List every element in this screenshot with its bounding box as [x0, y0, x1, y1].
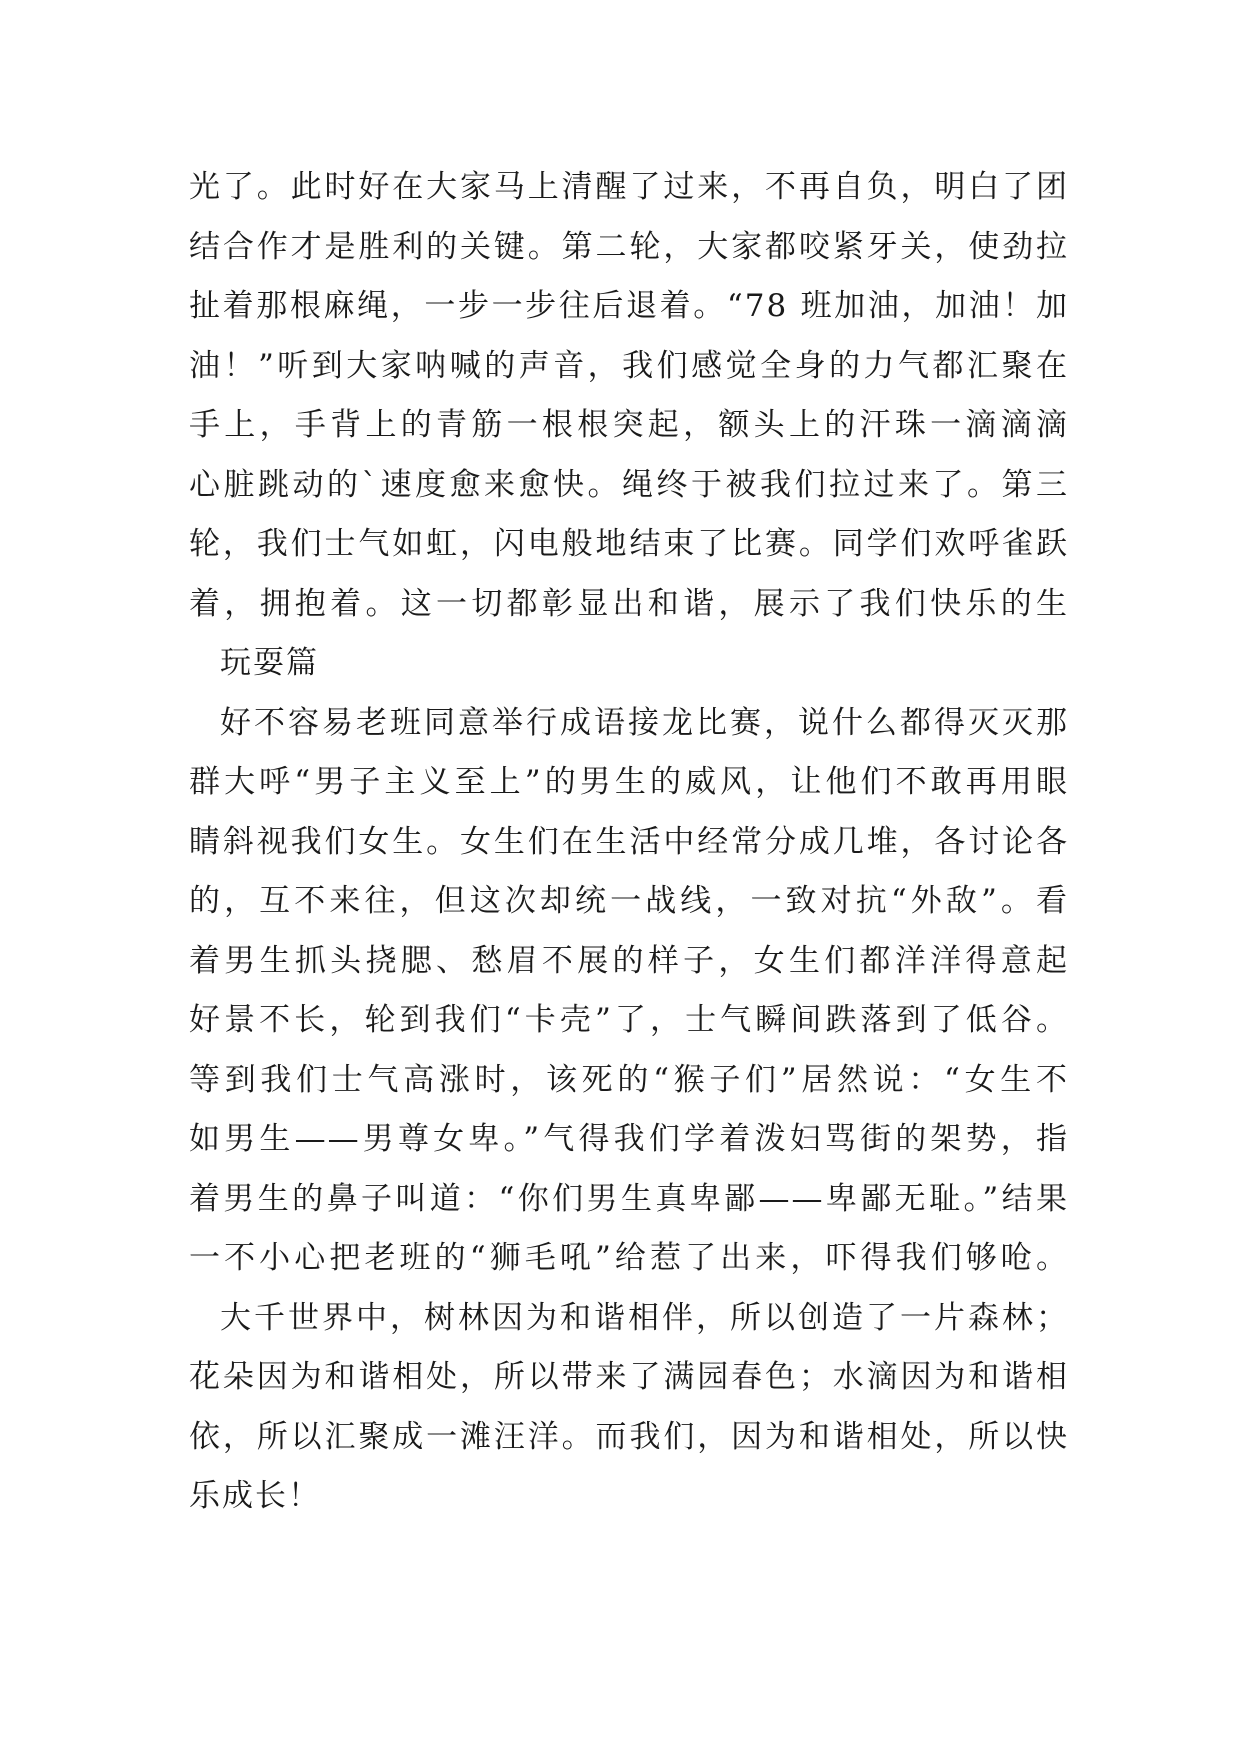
text-line: 光了。此时好在大家马上清醒了过来，不再自负，明白了团 — [189, 169, 1069, 205]
text-line: 心脏跳动的`速度愈来愈快。绳终于被我们拉过来了。第三 — [189, 466, 1069, 503]
text-line: 花朵因为和谐相处，所以带来了满园春色；水滴因为和谐相 — [189, 1359, 1069, 1395]
text-line: 着，拥抱着。这一切都彰显出和谐，展示了我们快乐的生 — [189, 585, 1069, 622]
text-line: 乐成长！ — [189, 1478, 321, 1514]
text-line: 睛斜视我们女生。女生们在生活中经常分成几堆，各讨论各 — [189, 823, 1069, 860]
text-line: 如男生——男尊女卑。”气得我们学着泼妇骂街的架势，指 — [189, 1121, 1069, 1157]
text-line: 结合作才是胜利的关键。第二轮，大家都咬紧牙关，使劲拉 — [189, 228, 1069, 265]
text-line: 着男生抓头挠腮、愁眉不展的样子，女生们都洋洋得意起 — [189, 942, 1069, 979]
text-line: 一不小心把老班的“狮毛吼”给惹了出来，吓得我们够呛。 — [189, 1240, 1069, 1276]
paragraph — [189, 158, 1069, 634]
text-line: 油！”听到大家呐喊的声音，我们感觉全身的力气都汇聚在 — [189, 347, 1069, 384]
paragraph — [189, 1289, 1069, 1527]
text-line: 扯着那根麻绳，一步一步往后退着。“78 班加油，加油！加 — [189, 288, 1069, 324]
text-line: 轮，我们士气如虹，闪电般地结束了比赛。同学们欢呼雀跃 — [189, 526, 1069, 562]
text-line: 的，互不来往，但这次却统一战线，一致对抗“外敌”。看 — [189, 883, 1069, 919]
text-line: 群大呼“男子主义至上”的男生的威风，让他们不敢再用眼 — [189, 764, 1069, 800]
text-line: 等到我们士气高涨时，该死的“猴子们”居然说：“女生不 — [189, 1061, 1069, 1098]
paragraph — [189, 694, 1069, 1289]
text-line: 好景不长，轮到我们“卡壳”了，士气瞬间跌落到了低谷。 — [189, 1002, 1069, 1038]
paragraph — [189, 634, 1069, 694]
text-line: 手上，手背上的青筋一根根突起，额头上的汗珠一滴滴滴 — [189, 407, 1069, 443]
text-line: 依，所以汇聚成一滩汪洋。而我们，因为和谐相处，所以快 — [189, 1418, 1069, 1455]
text-line: 大千世界中，树林因为和谐相伴，所以创造了一片森林； — [220, 1299, 1069, 1336]
document-body — [189, 158, 1069, 1527]
text-line: 着男生的鼻子叫道：“你们男生真卑鄙——卑鄙无耻。”结果 — [189, 1180, 1069, 1217]
text-line: 好不容易老班同意举行成语接龙比赛，说什么都得灭灭那 — [220, 704, 1069, 741]
section-heading: 玩耍篇 — [220, 645, 319, 681]
